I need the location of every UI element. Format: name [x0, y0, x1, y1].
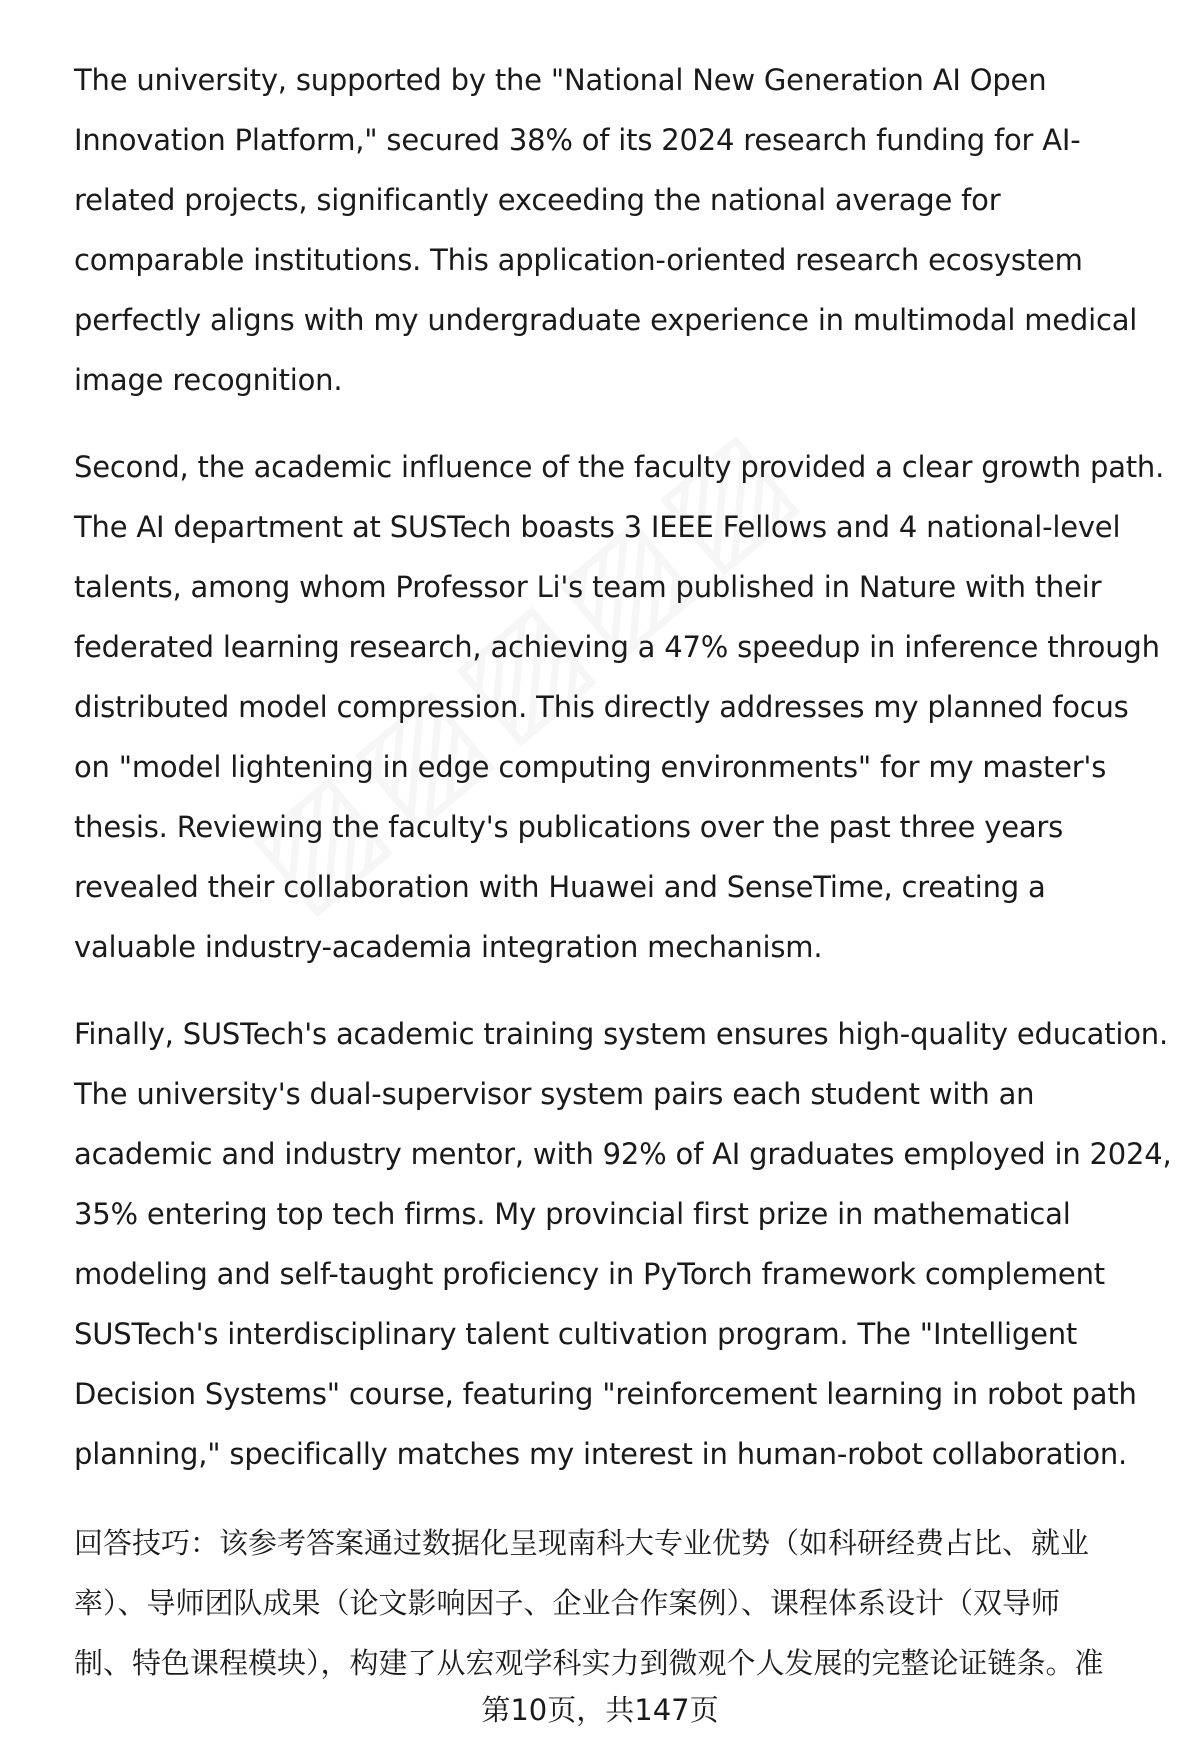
tip-line: 回答技巧：该参考答案通过数据化呈现南科大专业优势（如科研经费占比、就业 — [74, 1526, 1090, 1560]
text-line: planning," specifically matches my interest in human-robot collaboration. — [74, 1437, 1128, 1471]
text-line: image recognition. — [74, 363, 343, 397]
text-line: Decision Systems" course, featuring "reinforcement learning in robot path — [74, 1377, 1137, 1411]
text-line: related projects, significantly exceeding the national average for — [74, 183, 1001, 217]
text-line: The AI department at SUSTech boasts 3 IEEE Fellows and 4 national-level — [74, 510, 1121, 544]
text-line: on "model lightening in edge computing environments" for my master's — [74, 750, 1107, 784]
text-line: federated learning research, achieving a 47% speedup in inference through — [74, 630, 1160, 664]
text-line: modeling and self-taught proficiency in PyTorch framework complement — [74, 1257, 1105, 1291]
page-number: 第10页，共147页 — [481, 1693, 719, 1727]
text-line: perfectly aligns with my undergraduate experience in multimodal medical — [74, 303, 1138, 337]
text-line: talents, among whom Professor Li's team published in Nature with their — [74, 570, 1102, 604]
text-line: comparable institutions. This application-oriented research ecosystem — [74, 243, 1083, 277]
text-line: The university, supported by the "National New Generation AI Open — [74, 63, 1047, 97]
text-line: distributed model compression. This directly addresses my planned focus — [74, 690, 1129, 724]
paragraph-2 — [74, 437, 1165, 977]
paragraph-3 — [74, 1004, 1172, 1484]
text-line: valuable industry-academia integration mechanism. — [74, 930, 823, 964]
text-line: academic and industry mentor, with 92% of AI graduates employed in 2024, — [74, 1137, 1172, 1171]
tip-line: 率）、导师团队成果（论文影响因子、企业合作案例）、课程体系设计（双导师 — [74, 1586, 1061, 1620]
text-line: SUSTech's interdisciplinary talent cultivation program. The "Intelligent — [74, 1317, 1078, 1351]
tip-line: 制、特色课程模块），构建了从宏观学科实力到微观个人发展的完整论证链条。准 — [74, 1646, 1104, 1680]
paragraph-1 — [74, 50, 1154, 410]
answer-tip — [74, 1513, 1154, 1693]
text-line: thesis. Reviewing the faculty's publications over the past three years — [74, 810, 1064, 844]
text-line: The university's dual-supervisor system pairs each student with an — [74, 1077, 1035, 1111]
text-line: Finally, SUSTech's academic training system ensures high-quality education. — [74, 1017, 1169, 1051]
text-line: Innovation Platform," secured 38% of its 2024 research funding for AI- — [74, 123, 1081, 157]
text-line: 35% entering top tech firms. My provincial first prize in mathematical — [74, 1197, 1071, 1231]
text-line: revealed their collaboration with Huawei and SenseTime, creating a — [74, 870, 1046, 904]
text-line: Second, the academic influence of the faculty provided a clear growth path. — [74, 450, 1165, 484]
